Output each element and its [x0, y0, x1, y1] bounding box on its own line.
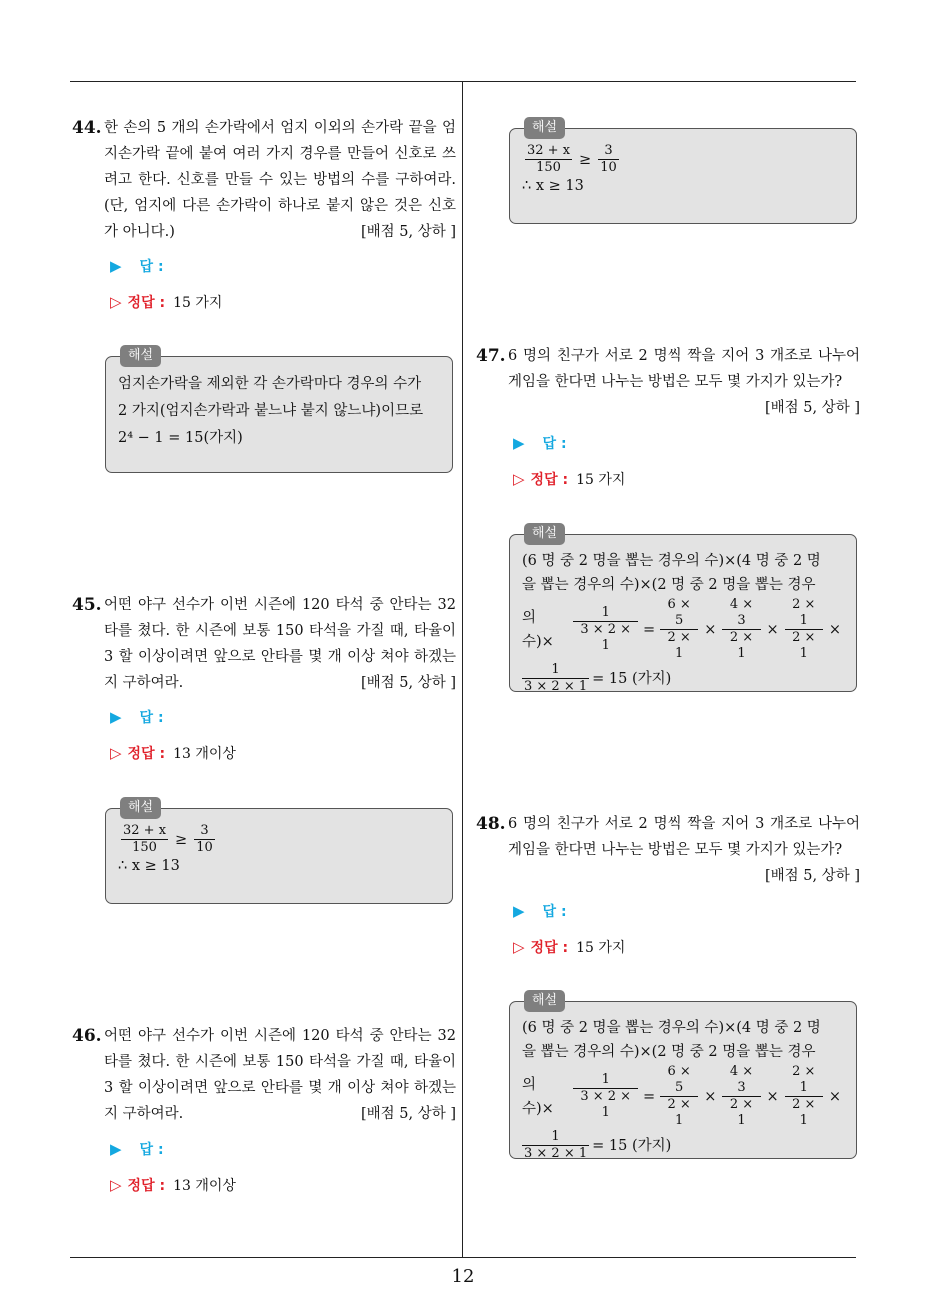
- play-icon: ▶: [110, 708, 122, 726]
- answer-field-46[interactable]: [110, 1139, 164, 1159]
- outline-triangle-icon: ▷: [513, 938, 525, 956]
- answer-field-47[interactable]: [513, 433, 567, 453]
- problem-text: 한 손의 5 개의 손가락에서 엄지 이외의 손가락 끝을 엄지손가락 끝에 붙여 여러 가지 경우를 만들어 신호로 쓰려고 한다. 신호를 만들 수 있는 방법의 수를 구하여라. (단, 엄지에 다른 손가락이 하나로 붙지 않은 것은 신호가 아니다.): [104, 120, 456, 240]
- correct-answer-label: 정답 :: [530, 940, 569, 956]
- fraction: $\frac{3}{10}$: [600, 143, 617, 175]
- answer-label: 답 :: [139, 710, 164, 726]
- problem-45: [72, 592, 456, 696]
- solution-tag: 해설: [524, 117, 565, 139]
- page-number: 12: [451, 1266, 475, 1287]
- problem-text: 어떤 야구 선수가 이번 시즌에 120 타석 중 안타는 32 타를 쳤다. 한 시즌에 보통 150 타석을 가질 때, 타율이 3 할 이상이려면 앞으로 안타를 몇 개 이상 쳐야 하겠는지 구하여라.: [104, 1028, 456, 1122]
- answer-label: 답 :: [542, 436, 567, 452]
- solution-tag: 해설: [524, 990, 565, 1012]
- correct-answer-value: 13 개이상: [173, 746, 236, 762]
- bottom-rule: [70, 1257, 856, 1258]
- correct-answer-48: [513, 937, 625, 957]
- correct-answer-value: 15 가지: [576, 940, 626, 956]
- play-icon: ▶: [110, 1140, 122, 1158]
- answer-label: 답 :: [139, 259, 164, 275]
- problem-number: 47.: [476, 346, 506, 366]
- problem-number: 48.: [476, 814, 506, 834]
- problem-44: [72, 115, 456, 245]
- answer-label: 답 :: [139, 1142, 164, 1158]
- problem-number: 45.: [72, 595, 102, 615]
- solution-box-47: [509, 526, 857, 694]
- solution-tag: 해설: [524, 523, 565, 545]
- outline-triangle-icon: ▷: [110, 1176, 122, 1194]
- correct-answer-label: 정답 :: [530, 472, 569, 488]
- correct-answer-label: 정답 :: [127, 1178, 166, 1194]
- solution-formula: 의 수)× $\frac{1}{3 \times 2 \times 1}$ = $\frac{6 \times 5}{2 \times 1}$ × $\frac{4 \times 3}{2 \times 1}$ × $\frac{2 \times 1}{2 \times 1}$ ×: [522, 597, 841, 661]
- conclusion: ∴ x ≥ 13: [118, 858, 180, 874]
- correct-answer-label: 정답 :: [127, 746, 166, 762]
- solution-tag: 해설: [120, 797, 161, 819]
- problem-48: [476, 811, 860, 889]
- solution-formula: 의 수)× $\frac{1}{3 \times 2 \times 1}$ = $\frac{6 \times 5}{2 \times 1}$ × $\frac{4 \times 3}{2 \times 1}$ × $\frac{2 \times 1}{2 \times 1}$ ×: [522, 1064, 841, 1128]
- solution-line: 을 뽑는 경우의 수)×(2 명 중 2 명을 뽑는 경우: [522, 577, 816, 593]
- fraction: $\frac{32 + x}{150}$: [527, 143, 571, 175]
- solution-box-46: [509, 120, 857, 224]
- correct-answer-value: 13 개이상: [173, 1178, 236, 1194]
- solution-box-48: [509, 993, 857, 1161]
- column-divider: [462, 82, 463, 1258]
- play-icon: ▶: [110, 257, 122, 275]
- solution-line: 2 가지(엄지손가락과 붙느냐 붙지 않느냐)이므로: [118, 403, 424, 419]
- conclusion: ∴ x ≥ 13: [522, 178, 584, 194]
- problem-meta: [배점 5, 상하 ]: [360, 224, 456, 240]
- problem-meta: [배점 5, 상하 ]: [360, 1106, 456, 1122]
- fraction: $\frac{32 + x}{150}$: [123, 823, 167, 855]
- solution-box-44: [105, 348, 453, 473]
- problem-47: [476, 343, 860, 421]
- play-icon: ▶: [513, 434, 525, 452]
- inequality: [522, 143, 844, 176]
- geq-symbol: ≥: [579, 151, 592, 168]
- solution-line: 엄지손가락을 제외한 각 손가락마다 경우의 수가: [118, 376, 422, 392]
- answer-field-48[interactable]: [513, 901, 567, 921]
- answer-field-44[interactable]: [110, 256, 164, 276]
- inequality: [118, 823, 440, 856]
- solution-formula-cont: $\frac{1}{3 \times 2 \times 1}$ = 15 (가지): [524, 662, 672, 694]
- correct-answer-label: 정답 :: [127, 295, 166, 311]
- outline-triangle-icon: ▷: [110, 744, 122, 762]
- correct-answer-47: [513, 469, 625, 489]
- solution-line: (6 명 중 2 명을 뽑는 경우의 수)×(4 명 중 2 명: [522, 1020, 821, 1036]
- problem-meta: [배점 5, 상하 ]: [764, 868, 860, 884]
- problem-number: 44.: [72, 118, 102, 138]
- play-icon: ▶: [513, 902, 525, 920]
- problem-46: [72, 1023, 456, 1127]
- correct-answer-value: 15 가지: [576, 472, 626, 488]
- correct-answer-46: [110, 1175, 236, 1195]
- geq-symbol: ≥: [175, 831, 188, 848]
- outline-triangle-icon: ▷: [513, 470, 525, 488]
- answer-label: 답 :: [542, 904, 567, 920]
- problem-meta: [배점 5, 상하 ]: [360, 675, 456, 691]
- problem-text: 어떤 야구 선수가 이번 시즌에 120 타석 중 안타는 32 타를 쳤다. 한 시즌에 보통 150 타석을 가질 때, 타율이 3 할 이상이려면 앞으로 안타를 몇 개 이상 쳐야 하겠는지 구하여라.: [104, 597, 456, 691]
- problem-text: 6 명의 친구가 서로 2 명씩 짝을 지어 3 개조로 나누어 게임을 한다면 나누는 방법은 모두 몇 가지가 있는가?: [508, 348, 860, 390]
- solution-line: 을 뽑는 경우의 수)×(2 명 중 2 명을 뽑는 경우: [522, 1044, 816, 1060]
- answer-field-45[interactable]: [110, 707, 164, 727]
- solution-formula-cont: $\frac{1}{3 \times 2 \times 1}$ = 15 (가지): [524, 1129, 672, 1161]
- correct-answer-44: [110, 292, 222, 312]
- solution-box-45: [105, 800, 453, 904]
- solution-line: 2⁴ − 1 = 15(가지): [118, 430, 243, 446]
- solution-tag: 해설: [120, 345, 161, 367]
- problem-meta: [배점 5, 상하 ]: [764, 400, 860, 416]
- outline-triangle-icon: ▷: [110, 293, 122, 311]
- correct-answer-45: [110, 743, 236, 763]
- top-rule: [70, 81, 856, 82]
- fraction: $\frac{3}{10}$: [196, 823, 213, 855]
- problem-text: 6 명의 친구가 서로 2 명씩 짝을 지어 3 개조로 나누어 게임을 한다면 나누는 방법은 모두 몇 가지가 있는가?: [508, 816, 860, 858]
- correct-answer-value: 15 가지: [173, 295, 223, 311]
- solution-line: (6 명 중 2 명을 뽑는 경우의 수)×(4 명 중 2 명: [522, 553, 821, 569]
- problem-number: 46.: [72, 1026, 102, 1046]
